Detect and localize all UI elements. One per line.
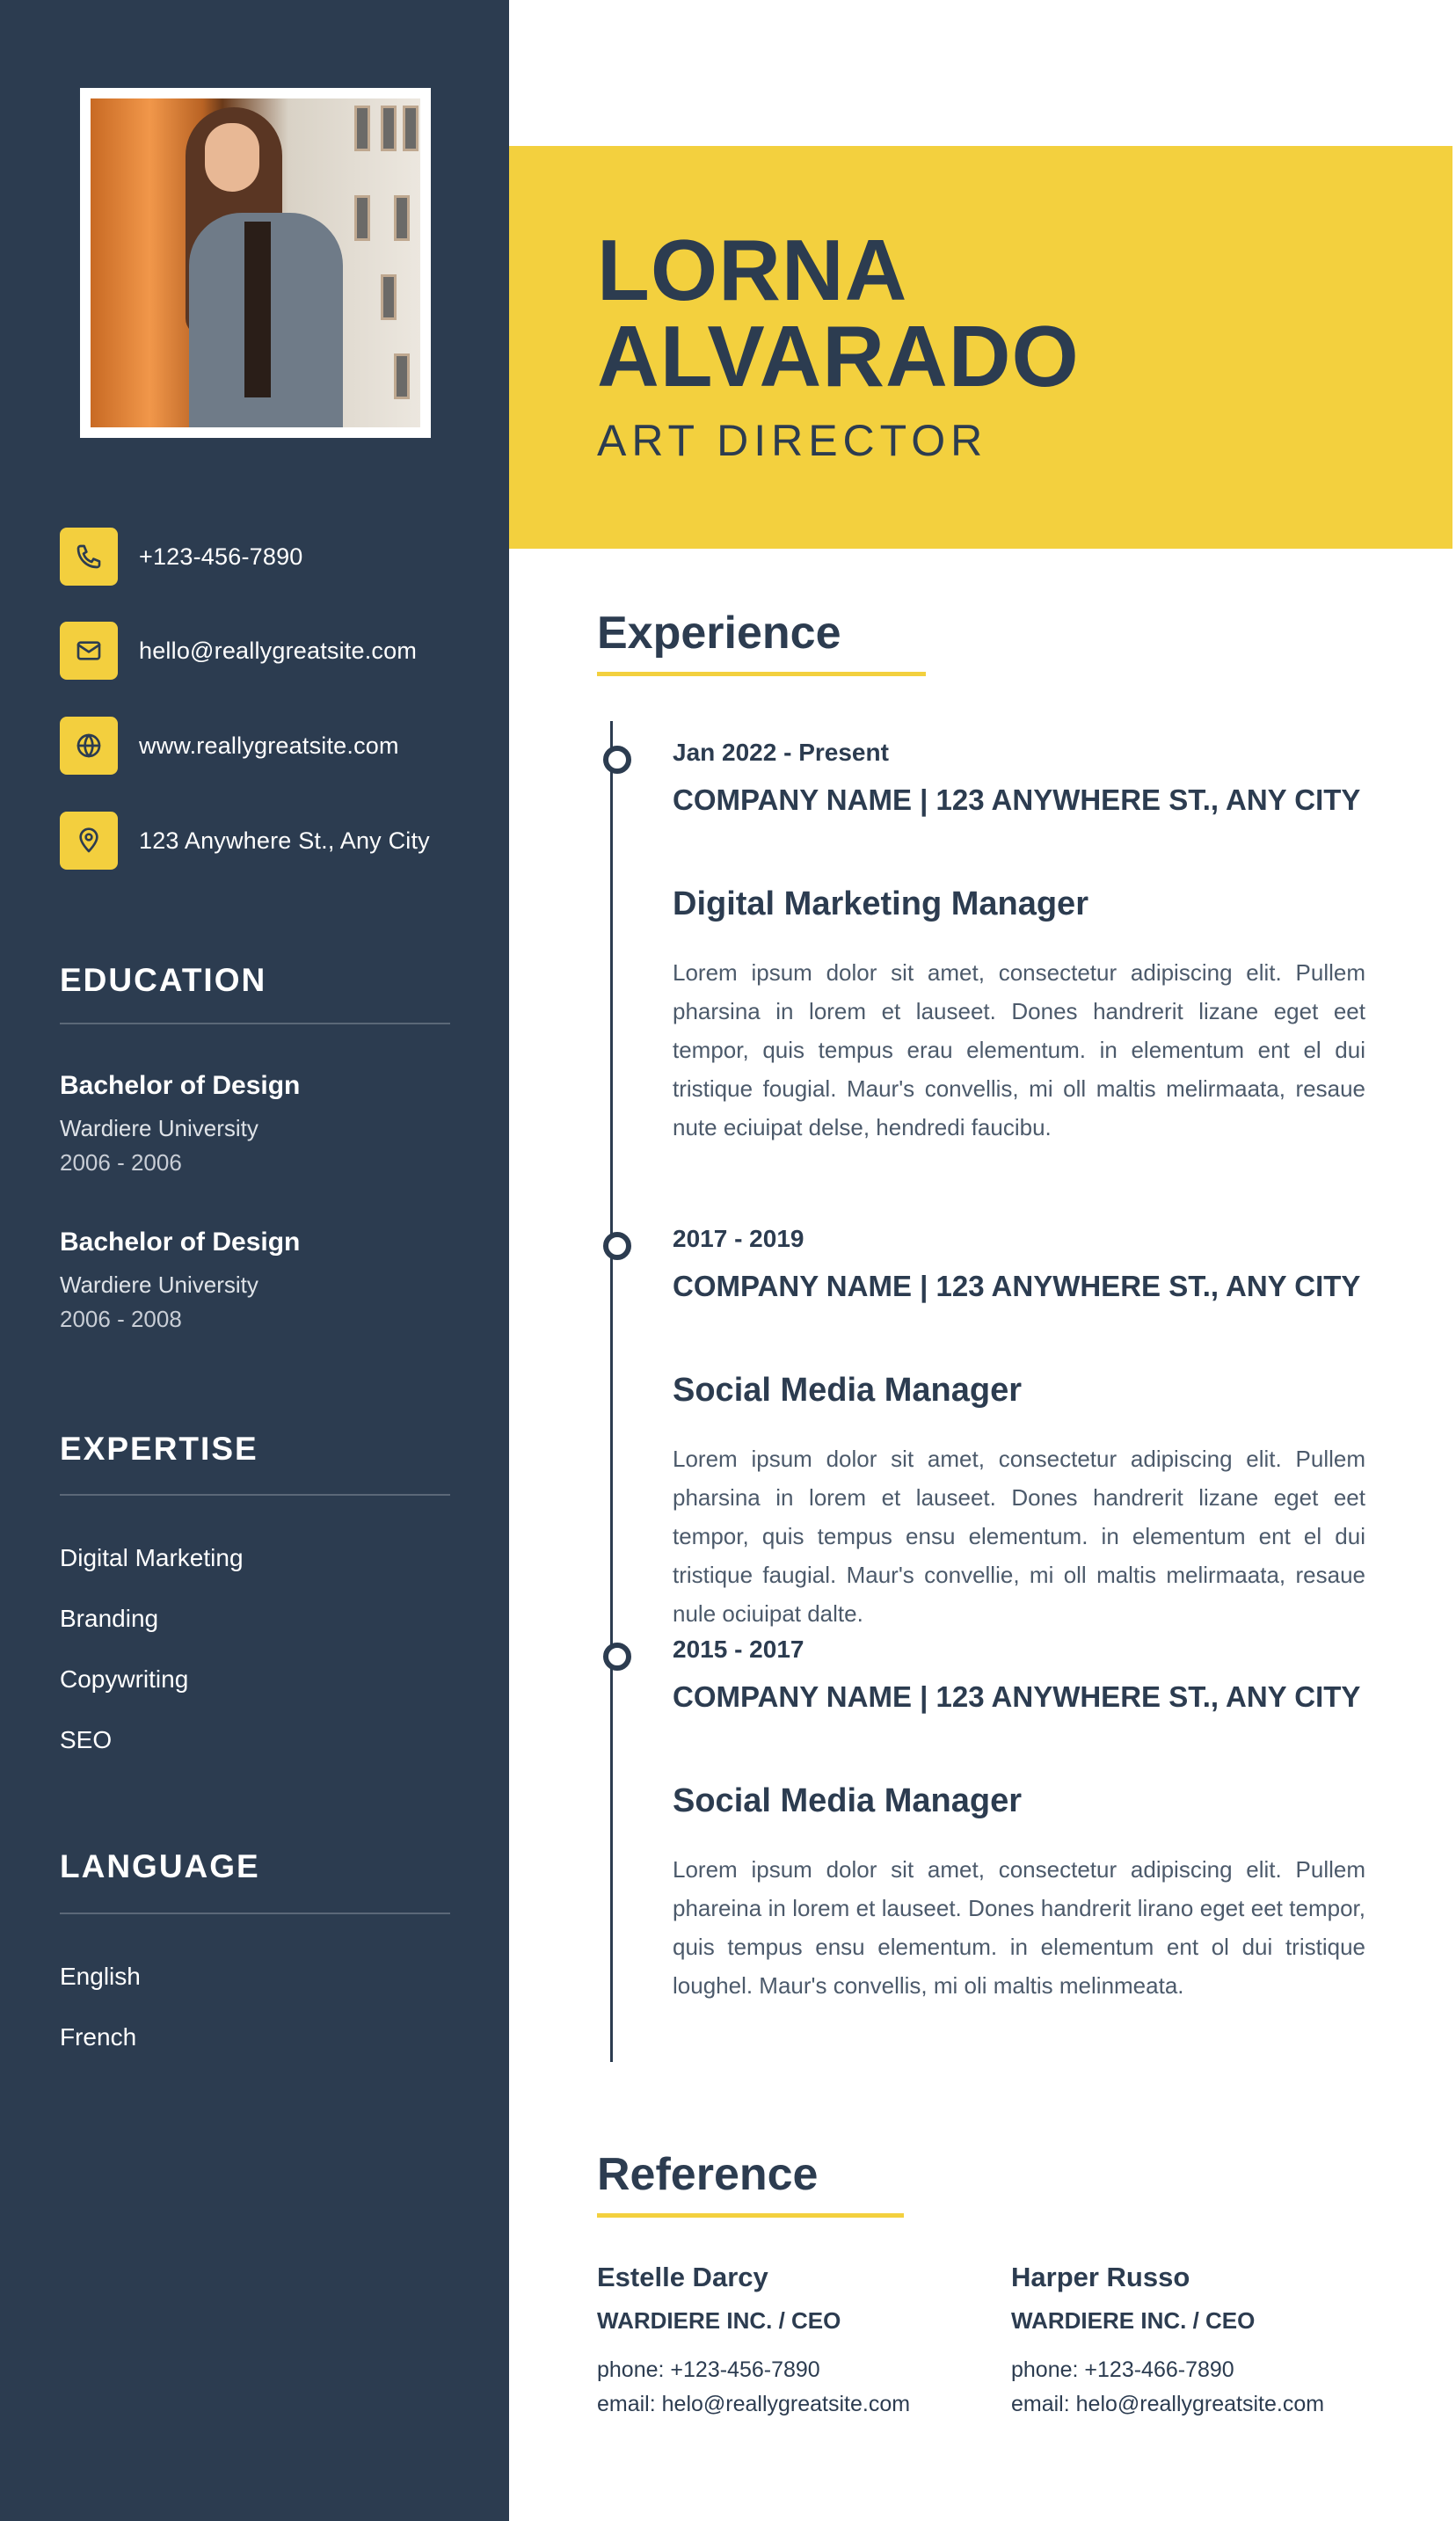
expertise-divider (60, 1494, 450, 1496)
reference-org: WARDIERE INC. / CEO (597, 2307, 841, 2334)
experience-heading: Experience (597, 608, 841, 659)
name-first: LORNA (597, 222, 908, 318)
education-school: Wardiere University (60, 1271, 258, 1298)
reference-name: Harper Russo (1011, 2262, 1190, 2292)
job-description: Lorem ipsum dolor sit amet, consectetur adipiscing elit. Pullem phareina in lorem et lauseet. Dones handrerit lirano eget eet tempor, quis tempus ensu elementum. in elementum ent ol dui tristique loughel. Maur's convellis, mi oli maltis melinmeata. (673, 1856, 1365, 1999)
job-title: Digital Marketing Manager (673, 885, 1088, 922)
profile-photo (91, 98, 420, 427)
reference-card (1011, 2262, 1324, 2417)
job-role-title: ART DIRECTOR (597, 416, 988, 465)
job-title: Social Media Manager (673, 1782, 1023, 1819)
reference-name: Estelle Darcy (597, 2262, 768, 2292)
reference-email: email: helo@reallygreatsite.com (597, 2392, 911, 2416)
expertise-item: SEO (60, 1726, 113, 1753)
reference-underline (597, 2213, 904, 2218)
sidebar (0, 0, 509, 2521)
language-divider (60, 1913, 450, 1914)
education-degree: Bachelor of Design (60, 1071, 301, 1100)
job-date: Jan 2022 - Present (673, 739, 889, 766)
job-date: 2015 - 2017 (673, 1636, 804, 1663)
location-pin-icon (60, 812, 118, 870)
timeline-dot (603, 746, 631, 774)
job-company: COMPANY NAME | 123 ANYWHERE ST., ANY CITY (673, 1270, 1361, 1302)
experience-timeline (610, 721, 613, 2062)
contact-email[interactable] (60, 622, 417, 680)
timeline-dot (603, 1232, 631, 1260)
language-heading: LANGUAGE (60, 1848, 260, 1884)
education-years: 2006 - 2006 (60, 1149, 182, 1176)
timeline-dot (603, 1643, 631, 1671)
job-company: COMPANY NAME | 123 ANYWHERE ST., ANY CITY (673, 783, 1361, 816)
expertise-heading: EXPERTISE (60, 1431, 258, 1467)
reference-card (597, 2262, 910, 2417)
expertise-item: Copywriting (60, 1665, 189, 1693)
expertise-item: Digital Marketing (60, 1544, 244, 1571)
language-item: French (60, 2023, 137, 2051)
job-description: Lorem ipsum dolor sit amet, consectetur adipiscing elit. Pullem pharsina in lorem et lauseet. Dones handrerit lizane eget eet tempor, quis tempus erau elementum. in elementum ent el dui tristique fougial. Maur's convellis, mi oll maltis melirmaata, resaue nute eciuipat delse, hendredi faucibu. (673, 959, 1365, 1140)
contact-address-text: 123 Anywhere St., Any City (139, 827, 430, 854)
experience-underline (597, 672, 926, 676)
contact-website[interactable] (60, 717, 399, 775)
reference-org: WARDIERE INC. / CEO (1011, 2307, 1256, 2334)
expertise-item: Branding (60, 1605, 159, 1632)
contact-address (60, 812, 430, 870)
profile-photo-frame (80, 88, 431, 438)
job-title: Social Media Manager (673, 1372, 1023, 1409)
education-years: 2006 - 2008 (60, 1306, 182, 1332)
phone-icon (60, 528, 118, 586)
reference-phone: phone: +123-466-7890 (1011, 2357, 1234, 2382)
reference-heading: Reference (597, 2149, 819, 2200)
education-degree: Bachelor of Design (60, 1228, 301, 1257)
education-divider (60, 1023, 450, 1024)
job-date: 2017 - 2019 (673, 1225, 804, 1252)
education-heading: EDUCATION (60, 962, 267, 998)
reference-phone: phone: +123-456-7890 (597, 2357, 820, 2382)
language-item: English (60, 1963, 141, 1990)
name-last: ALVARADO (597, 308, 1080, 404)
contact-phone[interactable] (60, 528, 303, 586)
contact-website-text: www.reallygreatsite.com (139, 732, 399, 759)
reference-email: email: helo@reallygreatsite.com (1011, 2392, 1325, 2416)
globe-icon (60, 717, 118, 775)
job-description: Lorem ipsum dolor sit amet, consectetur adipiscing elit. Pullem pharsina in lorem et lauseet. Dones handrerit lizane eget eet tempor, quis tempus ensu elementum. in elementum ent el dui tristique faugial. Maur's convellie, mi oll maltis melirmaata, resaue nule ociuipat dalte. (673, 1446, 1365, 1627)
education-school: Wardiere University (60, 1115, 258, 1141)
contact-phone-text: +123-456-7890 (139, 543, 303, 570)
mail-icon (60, 622, 118, 680)
job-company: COMPANY NAME | 123 ANYWHERE ST., ANY CITY (673, 1680, 1361, 1713)
contact-email-text: hello@reallygreatsite.com (139, 637, 418, 664)
